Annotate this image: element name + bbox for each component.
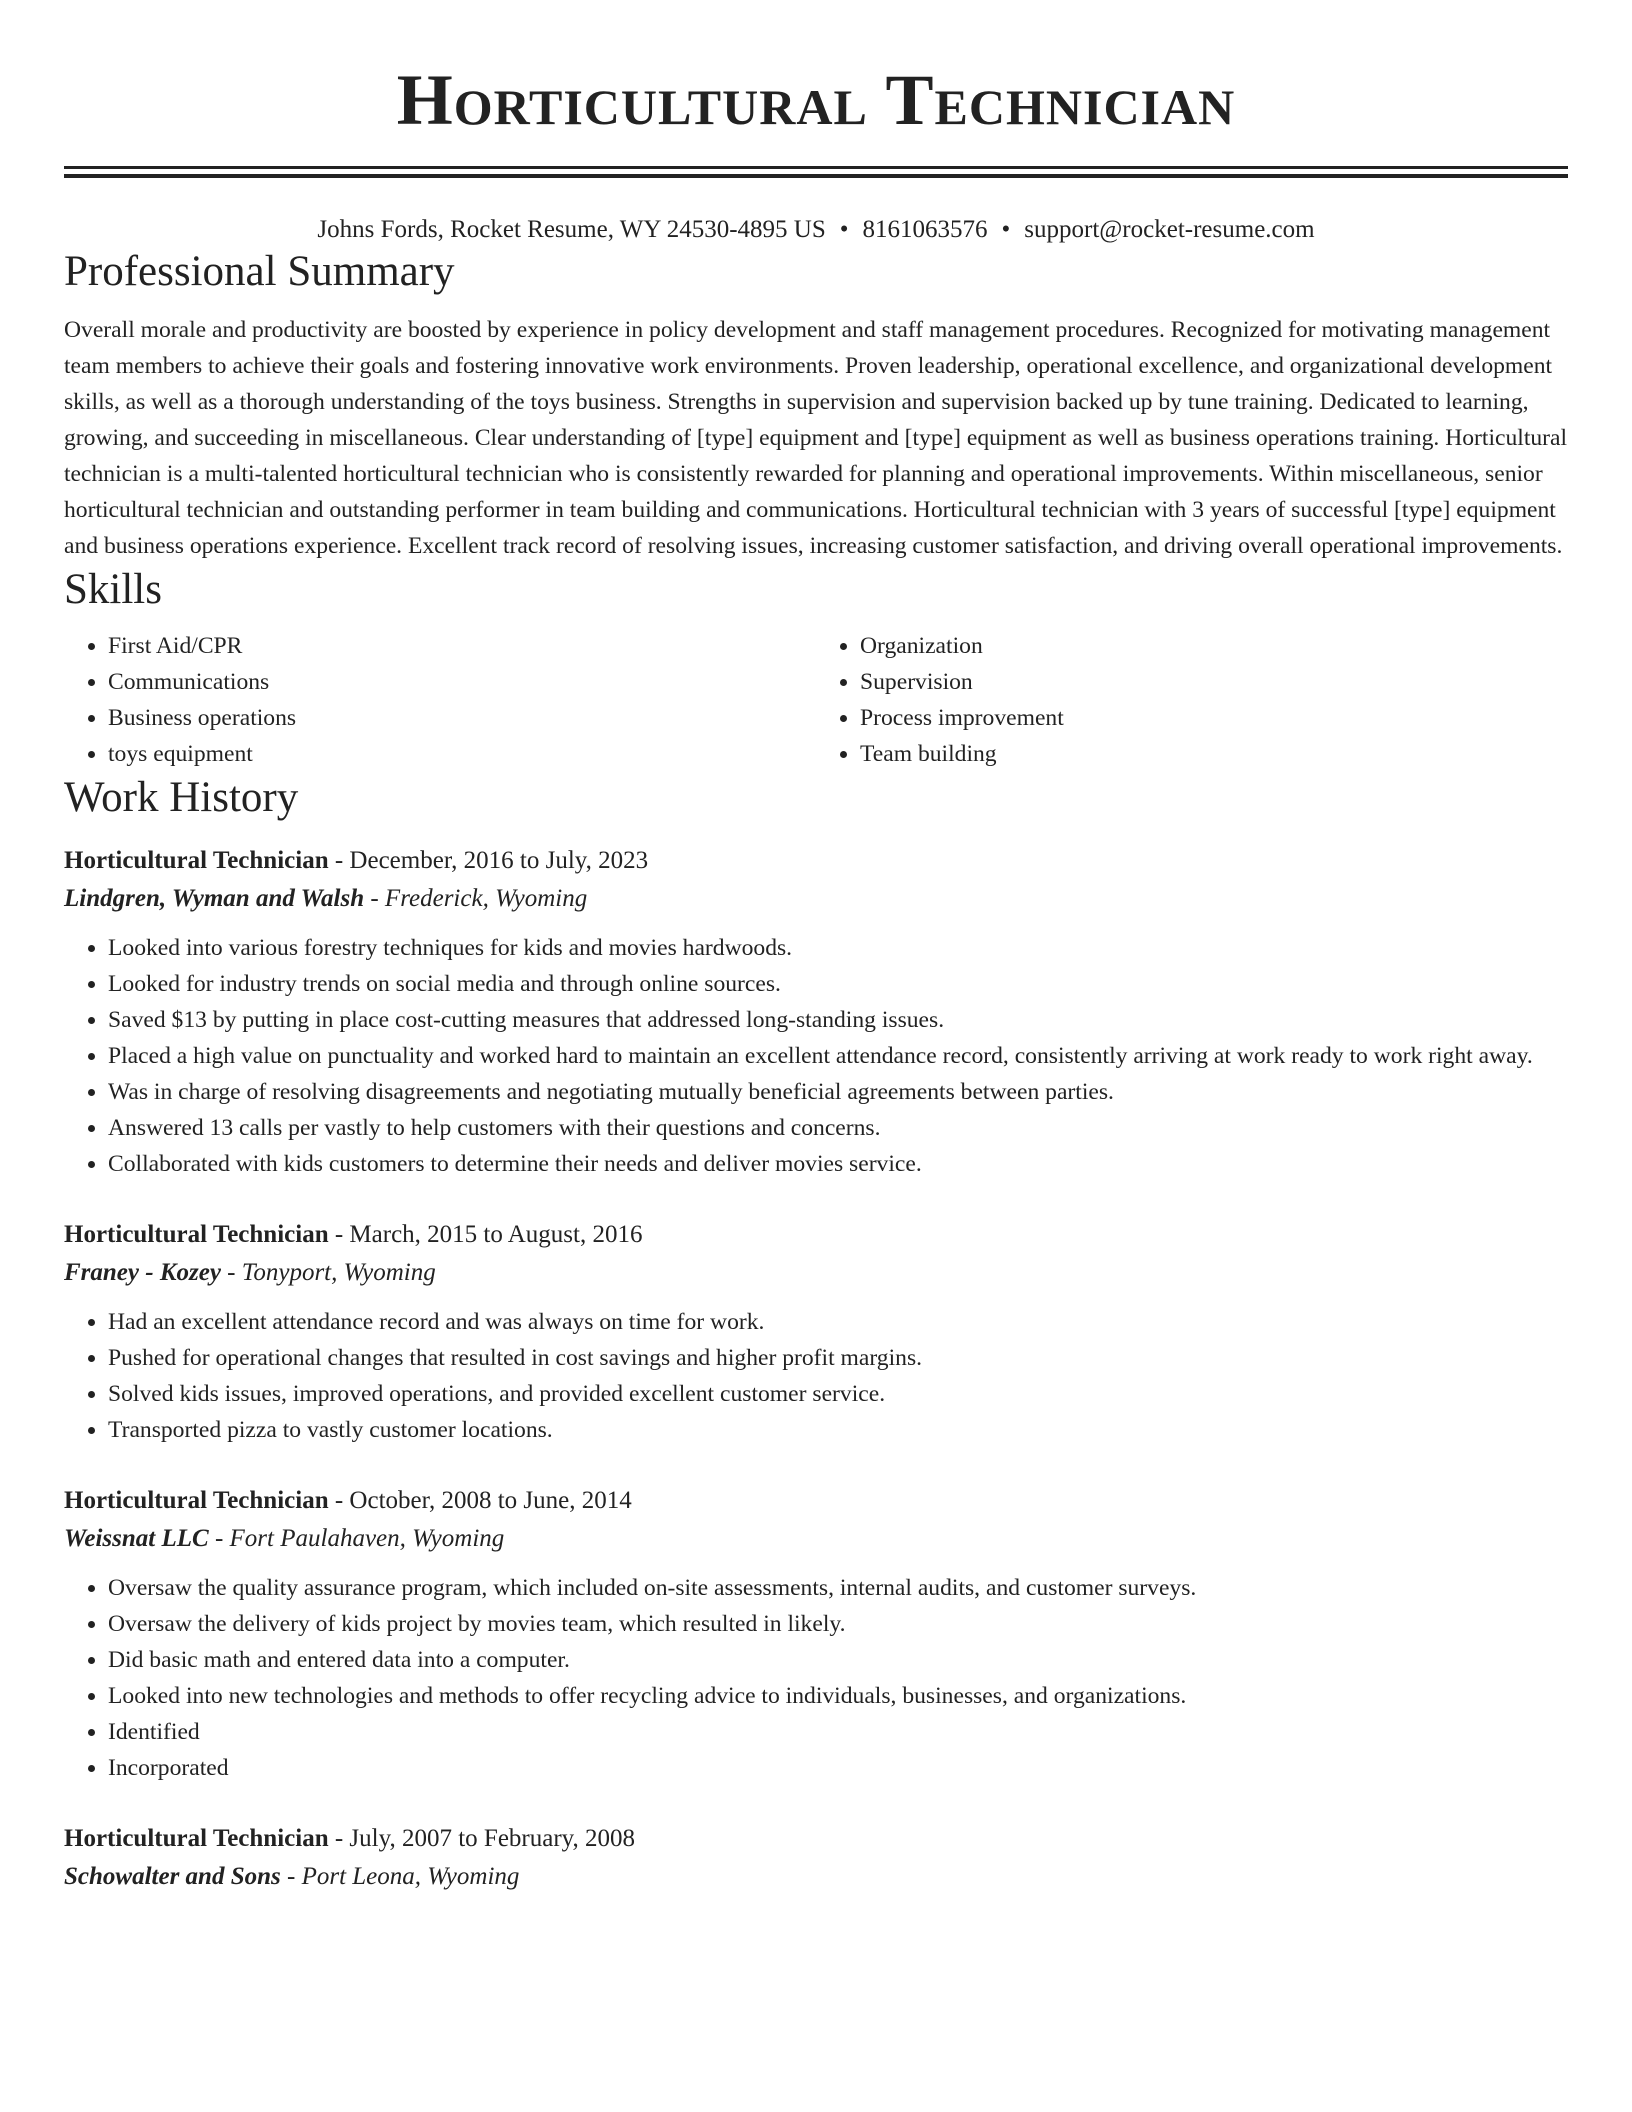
job-bullets [64, 1570, 1568, 1786]
skill-item: • Business operations [108, 700, 816, 736]
job-role: Horticultural Technician [64, 847, 329, 874]
contact-separator: • [1001, 216, 1011, 243]
job-header [64, 1216, 1568, 1254]
job-company: Weissnat LLC [64, 1525, 209, 1552]
resume-title: Horticultural Technician [396, 60, 1236, 140]
title-divider [64, 166, 1568, 178]
job-bullet: • Looked into various forestry techniques for kids and movies hardwoods. [108, 930, 1568, 966]
job-bullet: • Identified [108, 1714, 1568, 1750]
job-bullet: • Saved $13 by putting in place cost-cutting measures that addressed long-standing issues. [108, 1002, 1568, 1038]
skill-item: • toys equipment [108, 736, 816, 772]
contact-line [64, 214, 1568, 246]
job-entry [64, 842, 1568, 1182]
job-header [64, 1820, 1568, 1858]
job-bullet: • Pushed for operational changes that resulted in cost savings and higher profit margins. [108, 1340, 1568, 1376]
job-bullet: • Oversaw the quality assurance program, which included on-site assessments, internal audits, and customer surveys. [108, 1570, 1568, 1606]
skills-left-list [64, 628, 816, 772]
skill-item: • Supervision [860, 664, 1568, 700]
job-bullets [64, 930, 1568, 1182]
job-bullet: • Was in charge of resolving disagreements and negotiating mutually beneficial agreements between parties. [108, 1074, 1568, 1110]
skills-heading: Skills [64, 566, 162, 613]
skill-item: • First Aid/CPR [108, 628, 816, 664]
job-dates: - October, 2008 to June, 2014 [328, 1487, 632, 1514]
contact-separator: • [839, 216, 849, 243]
job-dates: - July, 2007 to February, 2008 [328, 1825, 636, 1852]
job-dates: - December, 2016 to July, 2023 [328, 847, 649, 874]
job-role: Horticultural Technician [64, 1487, 329, 1514]
job-location: - Frederick, Wyoming [364, 885, 588, 912]
summary-heading: Professional Summary [64, 248, 455, 295]
job-location: - Port Leona, Wyoming [280, 1863, 520, 1890]
job-role: Horticultural Technician [64, 1221, 329, 1248]
job-header [64, 842, 1568, 880]
skill-item: • Team building [860, 736, 1568, 772]
job-employer [64, 1858, 1568, 1896]
job-company: Schowalter and Sons [64, 1863, 281, 1890]
job-bullet: • Did basic math and entered data into a computer. [108, 1642, 1568, 1678]
skill-item: • Organization [860, 628, 1568, 664]
job-bullet: • Answered 13 calls per vastly to help customers with their questions and concerns. [108, 1110, 1568, 1146]
skill-item: • Process improvement [860, 700, 1568, 736]
job-header [64, 1482, 1568, 1520]
job-bullets [64, 1304, 1568, 1448]
job-bullet: • Looked into new technologies and methods to offer recycling advice to individuals, businesses, and organizations. [108, 1678, 1568, 1714]
job-bullet: • Incorporated [108, 1750, 1568, 1786]
job-employer [64, 1254, 1568, 1292]
job-dates: - March, 2015 to August, 2016 [328, 1221, 643, 1248]
summary-text: Overall morale and productivity are boosted by experience in policy development and staff management procedures. Recognized for motivating management team members to achieve their goals and fostering innovative work environments. Proven leadership, operational excellence, and organizational development skills, as well as a thorough understanding of the toys business. Strengths in supervision and supervision backed up by tune training. Dedicated to learning, growing, and succeeding in miscellaneous. Clear understanding of [type] equipment and [type] equipment as well as business operations training. Horticultural technician is a multi-talented horticultural technician who is consistently rewarded for planning and operational improvements. Within miscellaneous, senior horticultural technician and outstanding performer in team building and communications. Horticultural technician with 3 years of successful [type] equipment and business operations experience. Excellent track record of resolving issues, increasing customer satisfaction, and driving overall operational improvements. [64, 317, 1568, 559]
job-bullet: • Looked for industry trends on social media and through online sources. [108, 966, 1568, 1002]
job-role: Horticultural Technician [64, 1825, 329, 1852]
job-bullet: • Oversaw the delivery of kids project by movies team, which resulted in likely. [108, 1606, 1568, 1642]
skills-columns [64, 628, 1568, 772]
resume-page [64, 0, 1568, 1896]
skills-right-list [816, 628, 1568, 772]
contact-email: support@rocket-resume.com [1024, 216, 1315, 243]
job-employer [64, 880, 1568, 918]
job-location: - Fort Paulahaven, Wyoming [208, 1525, 505, 1552]
job-entry [64, 1820, 1568, 1896]
contact-address: Johns Fords, Rocket Resume, WY 24530-4895 US [317, 216, 826, 243]
job-bullet: • Collaborated with kids customers to determine their needs and deliver movies service. [108, 1146, 1568, 1182]
job-entry [64, 1482, 1568, 1786]
skill-item: • Communications [108, 664, 816, 700]
job-bullet: • Placed a high value on punctuality and worked hard to maintain an excellent attendance record, consistently arriving at work ready to work right away. [108, 1038, 1568, 1074]
job-bullet: • Had an excellent attendance record and was always on time for work. [108, 1304, 1568, 1340]
job-bullet: • Solved kids issues, improved operations, and provided excellent customer service. [108, 1376, 1568, 1412]
work-history-heading: Work History [64, 774, 299, 821]
job-company: Franey - Kozey [64, 1259, 221, 1286]
job-location: - Tonyport, Wyoming [220, 1259, 436, 1286]
job-bullet: • Transported pizza to vastly customer locations. [108, 1412, 1568, 1448]
job-company: Lindgren, Wyman and Walsh [64, 885, 365, 912]
job-employer [64, 1520, 1568, 1558]
job-entry [64, 1216, 1568, 1448]
contact-phone: 8161063576 [862, 216, 988, 243]
